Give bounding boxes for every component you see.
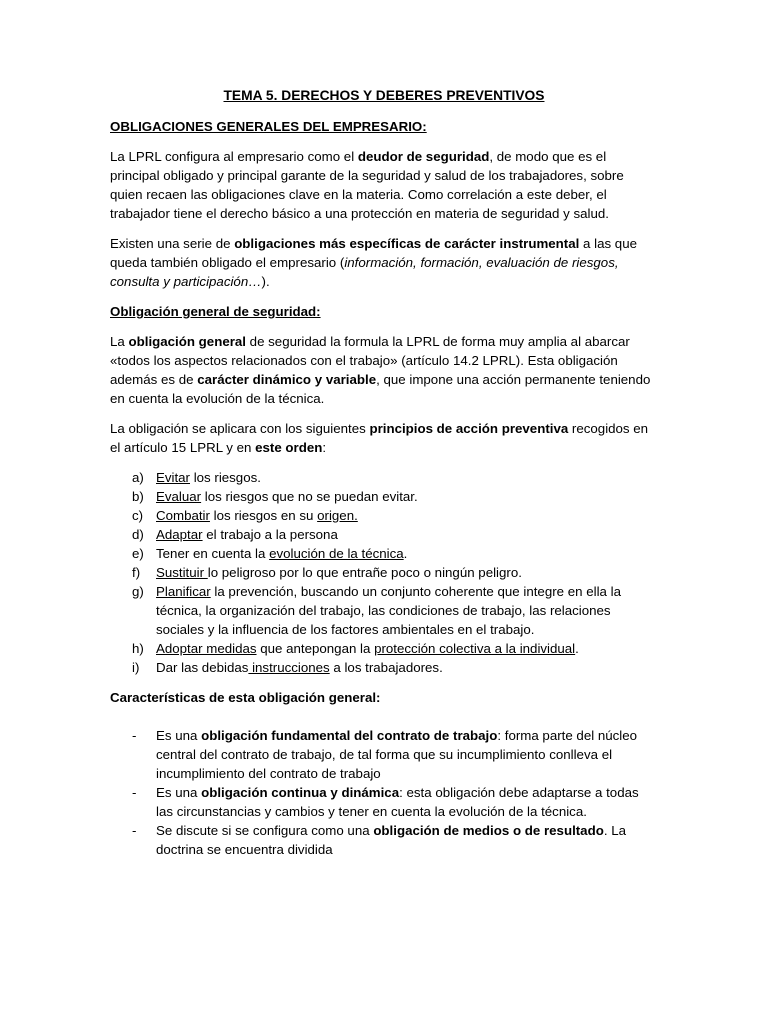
document-title: TEMA 5. DERECHOS Y DEBERES PREVENTIVOS bbox=[223, 88, 545, 103]
bold-text: obligación general bbox=[128, 334, 246, 349]
underlined-text: Sustituir bbox=[156, 565, 208, 580]
bold-text: obligación fundamental del contrato de trabajo bbox=[201, 728, 498, 743]
text-run: los riesgos. bbox=[190, 470, 261, 485]
list-marker: i) bbox=[132, 660, 140, 675]
text-run: recogidos en el artículo 15 LPRL y en bbox=[110, 421, 649, 455]
text-run: lo peligroso por lo que entrañe poco o ningún peligro. bbox=[207, 565, 522, 580]
section-heading-caracteristicas: Características de esta obligación general: bbox=[110, 690, 381, 705]
list-marker: - bbox=[132, 823, 137, 838]
text-run: : forma parte del núcleo central del contrato de trabajo, de tal forma que su incumplimiento conlleva el incumplimiento del contrato de trabajo bbox=[156, 728, 638, 781]
text-run: La obligación se aplicara con los siguientes bbox=[110, 421, 370, 436]
text-run: Es una bbox=[156, 785, 202, 800]
list-item bbox=[110, 582, 658, 639]
list-marker: c) bbox=[132, 508, 144, 523]
list-marker: e) bbox=[132, 546, 144, 561]
text-run: La LPRL configura al empresario como el bbox=[110, 149, 358, 164]
underlined-text: origen. bbox=[317, 508, 358, 523]
text-run: : esta obligación debe adaptarse a todas las circunstancias y cambios y tener en cuenta la evolución de la técnica. bbox=[156, 785, 639, 819]
text-run: la prevención, buscando un conjunto coherente que integre en ella la técnica, la organización del trabajo, las condiciones de trabajo, las relaciones sociales y la influencia de los factores ambientales en el trabajo. bbox=[156, 584, 621, 637]
section-heading-obligaciones-generales: OBLIGACIONES GENERALES DEL EMPRESARIO: bbox=[110, 119, 427, 134]
text-run: Existen una serie de bbox=[110, 236, 235, 251]
list-item bbox=[110, 726, 658, 783]
spacer bbox=[110, 718, 658, 726]
list-item bbox=[110, 658, 658, 677]
underlined-text: evolución de la técnica bbox=[269, 546, 404, 561]
list-marker: b) bbox=[132, 489, 144, 504]
list-item bbox=[110, 487, 658, 506]
text-run: los riesgos en su bbox=[209, 508, 318, 523]
underlined-text: Adaptar bbox=[156, 527, 203, 542]
text-run: de seguridad la formula la LPRL de forma muy amplia al abarcar «todos los aspectos relacionados con el trabajo» (artículo 14.2 LPRL). Esta obligación además es de bbox=[110, 334, 630, 387]
paragraph-deudor-seguridad bbox=[110, 147, 658, 223]
underlined-text: instrucciones bbox=[248, 660, 330, 675]
bold-text: obligación continua y dinámica bbox=[201, 785, 400, 800]
text-run: , que impone una acción permanente teniendo en cuenta la evolución de la técnica. bbox=[110, 372, 651, 406]
section-heading-obligacion-general: Obligación general de seguridad: bbox=[110, 304, 321, 319]
list-marker: d) bbox=[132, 527, 144, 542]
list-item bbox=[110, 821, 658, 859]
underlined-text: Adoptar medidas bbox=[156, 641, 257, 656]
text-run: : bbox=[322, 440, 327, 455]
underlined-text: Evitar bbox=[156, 470, 190, 485]
text-run: el trabajo a la persona bbox=[202, 527, 338, 542]
bold-text: deudor de seguridad bbox=[357, 149, 490, 164]
underlined-text: Combatir bbox=[156, 508, 210, 523]
list-marker: g) bbox=[132, 584, 144, 599]
paragraph-obligaciones-instrumentales bbox=[110, 234, 658, 291]
bold-text: obligación de medios o de resultado bbox=[373, 823, 604, 838]
principles-list bbox=[110, 468, 658, 677]
text-run: a los trabajadores. bbox=[329, 660, 443, 675]
bold-text: este orden bbox=[255, 440, 323, 455]
list-item bbox=[110, 639, 658, 658]
text-run: Dar las debidas bbox=[156, 660, 249, 675]
list-item bbox=[110, 468, 658, 487]
bold-text: carácter dinámico y variable bbox=[197, 372, 377, 387]
text-run: Tener en cuenta la bbox=[156, 546, 270, 561]
text-run: Se discute si se configura como una bbox=[156, 823, 374, 838]
text-run: que antepongan la bbox=[256, 641, 375, 656]
bold-text: obligaciones más específicas de carácter instrumental bbox=[234, 236, 580, 251]
text-run: , de modo que es el principal obligado y principal garante de la seguridad y salud de los trabajadores, sobre quien recaen las obligaciones clave en la materia. Como correlación a este deber, el trabajador tiene el derecho básico a una protección en materia de seguridad y salud. bbox=[110, 149, 624, 221]
underlined-text: protección colectiva a la individual bbox=[374, 641, 576, 656]
list-marker: f) bbox=[132, 565, 141, 580]
list-item bbox=[110, 544, 658, 563]
underlined-text: Evaluar bbox=[156, 489, 202, 504]
text-run: . La doctrina se encuentra dividida bbox=[156, 823, 627, 857]
paragraph-principios bbox=[110, 419, 658, 457]
italic-text: información, formación, evaluación de riesgos, consulta y participación… bbox=[110, 255, 619, 289]
text-run: . bbox=[403, 546, 408, 561]
underlined-text: Planificar bbox=[156, 584, 211, 599]
text-run: Es una bbox=[156, 728, 202, 743]
text-run: a las que queda también obligado el empresario ( bbox=[110, 236, 637, 270]
characteristics-list bbox=[110, 726, 658, 859]
text-run: los riesgos que no se puedan evitar. bbox=[201, 489, 418, 504]
text-run: La bbox=[110, 334, 129, 349]
bold-text: principios de acción preventiva bbox=[369, 421, 569, 436]
text-run: . bbox=[575, 641, 579, 656]
list-marker: a) bbox=[132, 470, 144, 485]
list-marker: - bbox=[132, 785, 137, 800]
paragraph-obligacion-general bbox=[110, 332, 658, 408]
list-item bbox=[110, 525, 658, 544]
list-item bbox=[110, 563, 658, 582]
list-item bbox=[110, 506, 658, 525]
list-marker: h) bbox=[132, 641, 144, 656]
text-run: ). bbox=[261, 274, 270, 289]
list-marker: - bbox=[132, 728, 137, 743]
list-item bbox=[110, 783, 658, 821]
